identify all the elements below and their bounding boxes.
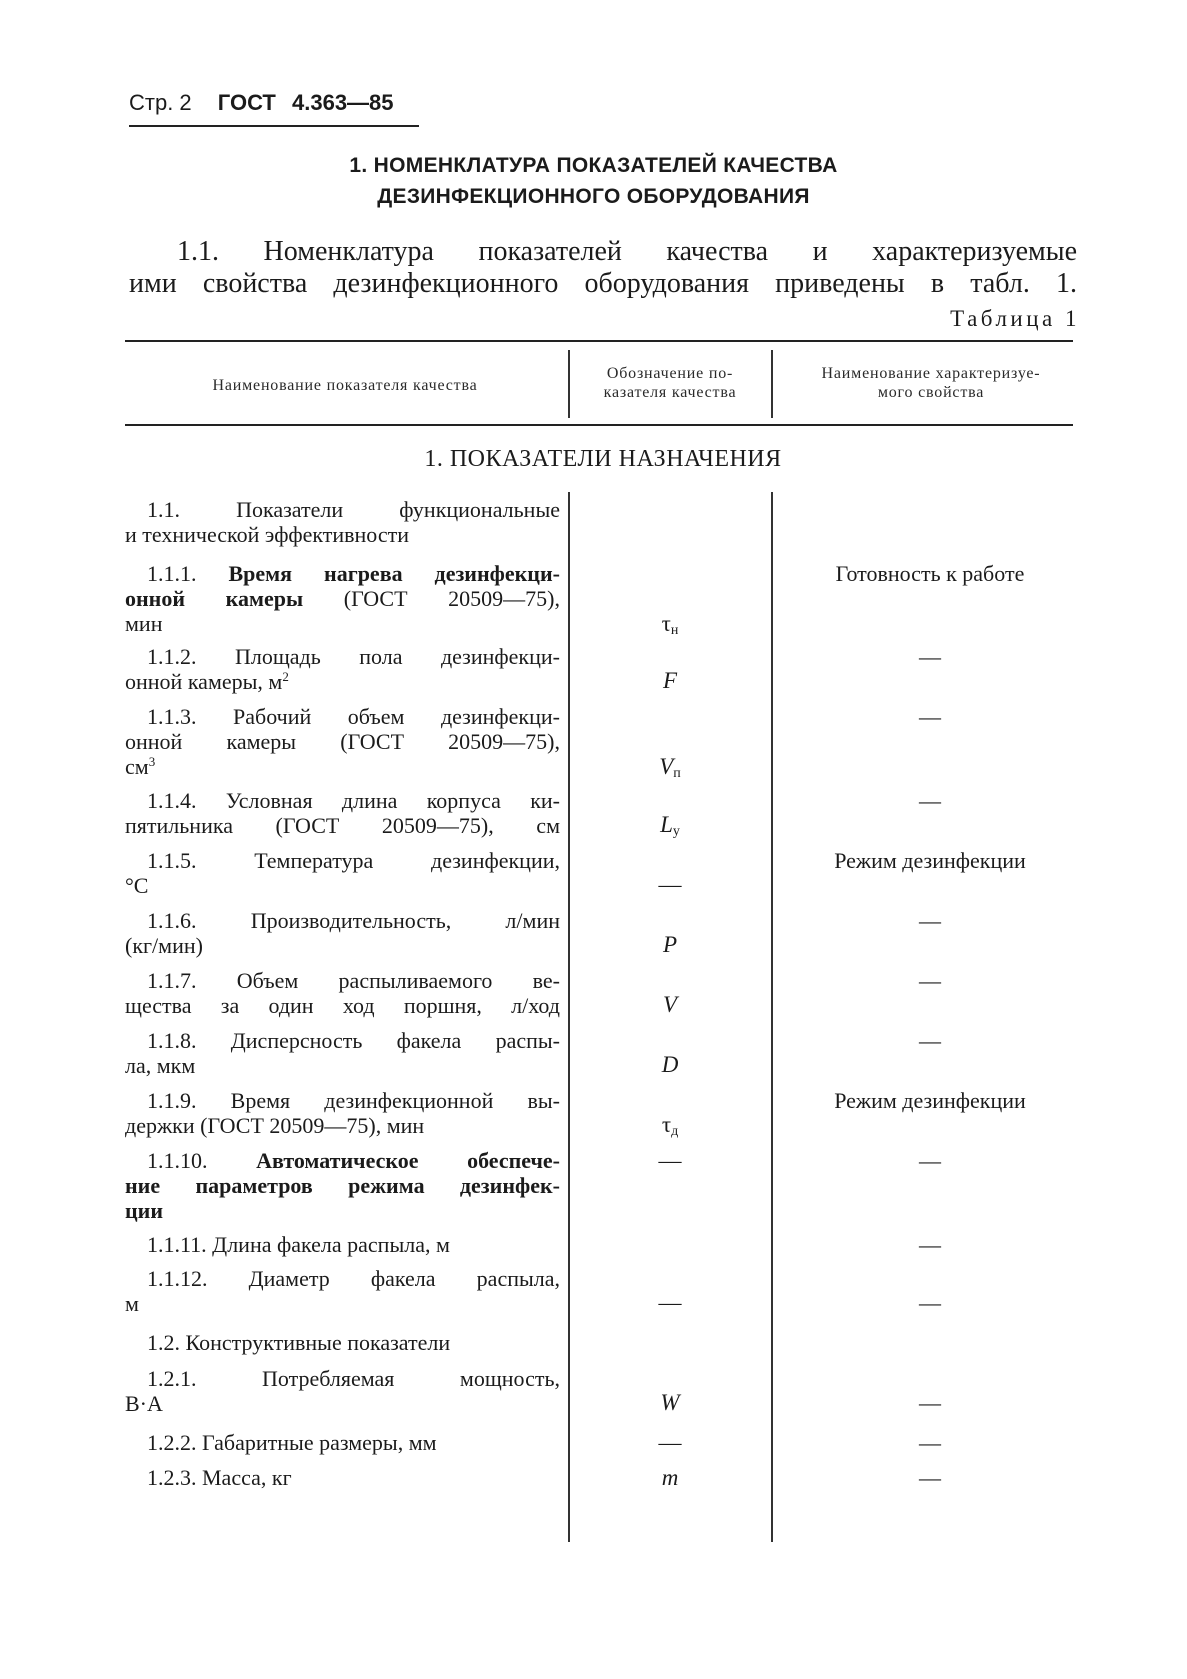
indicator-name xyxy=(125,1028,560,1078)
symbol-text: V xyxy=(659,754,674,779)
indicator-name xyxy=(125,1465,560,1490)
symbol-text: τ xyxy=(661,1112,672,1137)
indicator-name xyxy=(125,848,560,898)
name-line: 1.2.1. Потребляемая мощность, xyxy=(147,1366,560,1391)
indicator-name xyxy=(125,1330,560,1355)
property-dash: — xyxy=(919,1028,941,1053)
item-number: 1.1.1. xyxy=(147,561,197,586)
name-line xyxy=(125,1148,560,1173)
name-line: щества за один ход поршня, л/ход xyxy=(125,993,560,1018)
section-title-line1: 1. НОМЕНКЛАТУРА ПОКАЗАТЕЛЕЙ КАЧЕСТВА xyxy=(349,154,838,177)
name-text: онной камеры, м xyxy=(125,669,283,694)
table-label: Таблица 1 xyxy=(950,306,1080,331)
name-line xyxy=(125,1173,560,1198)
symbol-dash: — xyxy=(658,1430,682,1455)
property-dash: — xyxy=(919,1430,941,1455)
name-line: В·А xyxy=(125,1391,163,1416)
name-bold: Автоматическое обеспече- xyxy=(256,1148,560,1173)
name-bold: ние параметров режима дезинфек- xyxy=(125,1173,560,1198)
name-line: м xyxy=(125,1291,139,1316)
name-line: °С xyxy=(125,873,149,898)
name-line: ла, мкм xyxy=(125,1053,196,1078)
name-line: держки (ГОСТ 20509—75), мин xyxy=(125,1113,425,1138)
name-line: 1.1.9. Время дезинфекционной вы- xyxy=(147,1088,560,1113)
indicator-symbol xyxy=(600,611,740,639)
header-indicator-name: Наименование показателя качества xyxy=(212,377,478,394)
indicator-name xyxy=(125,1088,560,1138)
name-line: мин xyxy=(125,611,163,636)
name-line: 1.1.3. Рабочий объем дезинфекци- xyxy=(147,704,560,729)
indicator-name xyxy=(125,497,560,547)
indicator-name xyxy=(125,1232,560,1257)
property-name: Режим дезинфекции xyxy=(834,848,1026,873)
property-dash: — xyxy=(919,1390,941,1415)
name-bold: Время нагрева дезинфекци- xyxy=(228,561,560,586)
symbol-dash: — xyxy=(658,872,682,897)
name-line: 1.1.5. Температура дезинфекции, xyxy=(147,848,560,873)
header-property-line2: мого свойства xyxy=(877,384,985,401)
name-line: 1.1.8. Дисперсность факела распы- xyxy=(147,1028,560,1053)
indicator-name xyxy=(125,788,560,838)
symbol-text: L xyxy=(660,812,673,837)
header-property-line1: Наименование характеризуе- xyxy=(821,365,1041,382)
name-text: (ГОСТ 20509—75), xyxy=(343,586,560,611)
name-line: и технической эффективности xyxy=(125,522,410,547)
table-top-rule xyxy=(125,340,1073,342)
property-dash: — xyxy=(919,968,941,993)
indicator-name xyxy=(125,908,560,958)
name-line: 1.1.7. Объем распыливаемого ве- xyxy=(147,968,560,993)
name-line: 1.2.3. Масса, кг xyxy=(147,1465,292,1490)
property-dash: — xyxy=(919,1232,941,1257)
intro-line2: ими свойства дезинфекционного оборудования приведены в табл. 1. xyxy=(129,268,1077,299)
property-dash: — xyxy=(919,1290,941,1315)
name-line: 1.1. Показатели функциональные xyxy=(147,497,560,522)
property-dash: — xyxy=(919,908,941,933)
item-number: 1.1.10. xyxy=(147,1148,208,1173)
group-title: 1. ПОКАЗАТЕЛИ НАЗНАЧЕНИЯ xyxy=(424,446,782,472)
property-name: Режим дезинфекции xyxy=(834,1088,1026,1113)
symbol-subscript: у xyxy=(672,824,680,839)
header-divider-1 xyxy=(568,350,570,418)
header-symbol-line2: казателя качества xyxy=(603,384,737,401)
name-line: (кг/мин) xyxy=(125,933,203,958)
indicator-name xyxy=(125,1366,560,1416)
name-line xyxy=(125,669,560,694)
superscript: 3 xyxy=(148,754,156,769)
name-line: 1.1.11. Длина факела распыла, м xyxy=(147,1232,450,1257)
name-text: см xyxy=(125,754,149,779)
property-dash: — xyxy=(919,1148,941,1173)
name-line xyxy=(125,1198,560,1223)
superscript: 2 xyxy=(282,669,289,684)
header-divider-2 xyxy=(771,350,773,418)
page-number: Стр. 2 xyxy=(129,90,192,115)
table-header-rule xyxy=(125,424,1073,426)
property-dash: — xyxy=(919,704,941,729)
column-divider-1 xyxy=(568,492,570,1542)
section-title-line2: ДЕЗИНФЕКЦИОННОГО ОБОРУДОВАНИЯ xyxy=(377,185,810,208)
header-symbol-line1: Обозначение по- xyxy=(606,365,734,382)
header-indicator-symbol xyxy=(574,364,766,402)
symbol-dash: — xyxy=(658,1148,682,1173)
indicator-name xyxy=(125,561,560,636)
symbol-dash: — xyxy=(658,1290,682,1315)
intro-line1: 1.1. Номенклатура показателей качества и характеризуемые xyxy=(177,236,1077,267)
property-name: Готовность к работе xyxy=(835,561,1025,586)
name-line xyxy=(125,586,560,611)
property-dash: — xyxy=(919,644,941,669)
property-dash: — xyxy=(919,788,941,813)
indicator-name xyxy=(125,644,560,694)
indicator-symbol xyxy=(600,812,740,840)
section-title xyxy=(0,150,1187,212)
name-line: 1.1.6. Производительность, л/мин xyxy=(147,908,560,933)
column-divider-2 xyxy=(771,492,773,1542)
name-line: 1.1.4. Условная длина корпуса ки- xyxy=(147,788,560,813)
name-line xyxy=(125,754,560,779)
indicator-name xyxy=(125,968,560,1018)
indicator-name xyxy=(125,704,560,779)
indicator-symbol: P xyxy=(662,932,678,957)
symbol-subscript: д xyxy=(671,1124,679,1139)
name-line: онной камеры (ГОСТ 20509—75), xyxy=(125,729,560,754)
intro-paragraph xyxy=(129,236,1077,300)
header-property-name xyxy=(778,364,1084,402)
indicator-symbol: V xyxy=(662,992,678,1017)
indicator-symbol: m xyxy=(661,1465,679,1490)
header-rule xyxy=(129,125,419,127)
name-line: 1.1.2. Площадь пола дезинфекци- xyxy=(147,644,560,669)
indicator-symbol: W xyxy=(660,1390,680,1415)
standard-number: 4.363—85 xyxy=(292,90,394,115)
symbol-subscript: н xyxy=(670,623,679,638)
name-line: 1.1.12. Диаметр факела распыла, xyxy=(147,1266,560,1291)
indicator-symbol xyxy=(600,754,740,782)
name-line: 1.2. Конструктивные показатели xyxy=(147,1330,451,1355)
standard-name: ГОСТ xyxy=(217,90,276,115)
indicator-symbol: D xyxy=(661,1052,679,1077)
name-bold: ции xyxy=(125,1198,164,1223)
running-header xyxy=(129,90,394,116)
indicator-name xyxy=(125,1148,560,1223)
indicator-symbol: F xyxy=(662,668,678,693)
indicator-symbol xyxy=(600,1112,740,1140)
symbol-text: τ xyxy=(661,611,671,636)
symbol-subscript: п xyxy=(673,766,681,781)
indicator-name xyxy=(125,1430,560,1455)
property-dash: — xyxy=(919,1465,941,1490)
indicator-name xyxy=(125,1266,560,1316)
name-bold: онной камеры xyxy=(125,586,304,611)
name-line xyxy=(125,561,560,586)
name-line: 1.2.2. Габаритные размеры, мм xyxy=(147,1430,437,1455)
name-line: пятильника (ГОСТ 20509—75), см xyxy=(125,813,560,838)
